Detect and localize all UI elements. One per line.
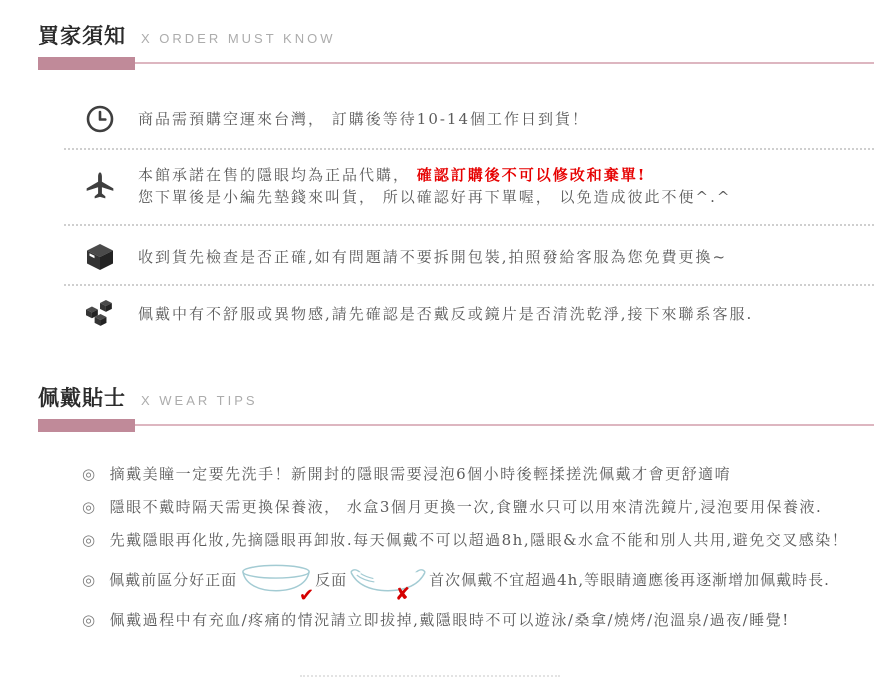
notice-line-1	[138, 164, 731, 186]
tip-text: 先戴隱眼再化妝,先摘隱眼再卸妝.每天佩戴不可以超過8h,隱眼&水盒不能和別人共用,避免交叉感染！	[109, 531, 849, 549]
accent-line	[135, 424, 874, 426]
section-wear-tips	[0, 328, 880, 630]
section-order-must-know	[0, 0, 880, 328]
tip-wash-hands	[82, 464, 880, 484]
tips-section-header	[0, 328, 880, 412]
dotted-divider	[64, 224, 874, 226]
tip-text: 佩戴前區分好正面	[109, 571, 238, 589]
alert-text: 確認訂購後不可以修改和棄單!	[416, 166, 647, 184]
notice-discomfort	[82, 300, 860, 328]
box-icon	[82, 242, 118, 272]
notice-text: 商品需預購空運來台灣， 訂購後等待10-14個工作日到貨！	[138, 110, 590, 128]
order-section-title: 買家須知	[38, 25, 126, 48]
tip-text: 首次佩戴不宜超過4h,等眼睛適應後再逐漸增加佩戴時長.	[429, 571, 830, 589]
order-section-header	[0, 0, 880, 50]
tip-text: 隱眼不戴時隔天需更換保養液， 水盒3個月更換一次,食鹽水只可以用來清洗鏡片,浸泡要用保養液.	[109, 498, 823, 516]
order-section-subtitle: X ORDER MUST KNOW	[141, 31, 336, 46]
notice-inspection	[82, 242, 860, 272]
check-icon: ✔	[299, 585, 316, 606]
tip-lens-orientation	[82, 563, 880, 606]
bullet-icon: ◎	[82, 498, 97, 516]
cubes-icon	[82, 300, 118, 328]
bullet-icon: ◎	[82, 611, 97, 629]
accent-line	[135, 62, 874, 64]
dotted-divider	[64, 284, 874, 286]
lens-front-figure	[239, 563, 316, 606]
tip-remove-if-pain	[82, 610, 880, 630]
notice-text: 本館承諾在售的隱眼均為正品代購，	[138, 166, 417, 184]
accent-bar	[38, 57, 135, 70]
order-accent-underline	[38, 57, 874, 70]
tip-makeup-hygiene	[82, 530, 880, 550]
lens-back-figure	[349, 565, 427, 605]
bullet-icon: ◎	[82, 465, 97, 483]
tips-list	[82, 464, 880, 630]
dotted-divider	[64, 148, 874, 150]
bullet-icon: ◎	[82, 531, 97, 549]
tip-text: 反面	[315, 571, 348, 589]
tip-text: 摘戴美瞳一定要先洗手！新開封的隱眼需要浸泡6個小時後輕揉搓洗佩戴才會更舒適唷	[109, 465, 732, 483]
notice-text: 佩戴中有不舒服或異物感,請先確認是否戴反或鏡片是否清洗乾淨,接下來聯系客服.	[138, 305, 754, 323]
clock-icon	[82, 104, 118, 134]
notice-shipping-time	[82, 104, 860, 134]
accent-bar	[38, 419, 135, 432]
bullet-icon: ◎	[82, 571, 97, 589]
lens-back-icon	[349, 565, 427, 595]
notice-line-2: 您下單後是小編先墊錢來叫貨， 所以確認好再下單喔， 以免造成彼此不便^.^	[138, 188, 732, 206]
tips-section-subtitle: X WEAR TIPS	[141, 393, 258, 408]
tip-text: 佩戴過程中有充血/疼痛的情況請立即拔掉,戴隱眼時不可以遊泳/桑拿/燒烤/泡溫泉/過夜/睡覺!	[109, 611, 790, 629]
notice-text-block	[138, 164, 731, 208]
cross-icon: ✘	[395, 584, 412, 605]
notice-preorder-policy	[82, 164, 860, 208]
tips-section-title: 佩戴貼士	[38, 387, 126, 410]
notice-text: 收到貨先檢查是否正確,如有問題請不要拆開包裝,拍照發給客服為您免費更換~	[138, 248, 728, 266]
dotted-divider-partial	[300, 675, 560, 677]
tips-accent-underline	[38, 419, 874, 432]
airplane-icon	[82, 170, 118, 202]
tip-solution-change	[82, 497, 880, 517]
